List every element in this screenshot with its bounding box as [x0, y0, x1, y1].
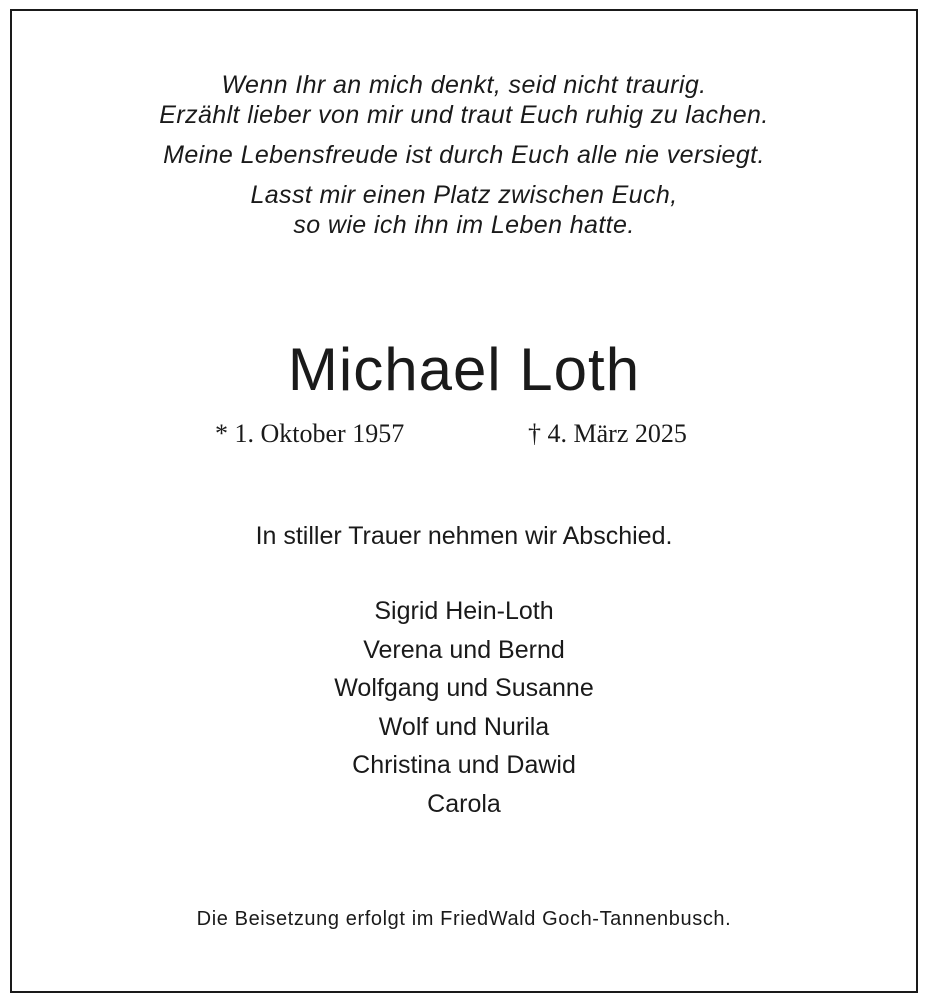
mourner-entry: Christina und Dawid	[352, 751, 576, 779]
mourners-list	[0, 592, 928, 823]
poem-stanza	[0, 140, 928, 170]
poem-line: Meine Lebensfreude ist durch Euch alle nie versiegt.	[163, 141, 765, 169]
poem-stanza	[0, 180, 928, 240]
birth-date: * 1. Oktober 1957	[215, 419, 405, 448]
farewell-line: In stiller Trauer nehmen wir Abschied.	[255, 522, 673, 550]
poem-line: Lasst mir einen Platz zwischen Euch,	[250, 181, 678, 209]
mourner-entry: Carola	[427, 789, 501, 818]
mourner-entry: Verena und Bernd	[363, 635, 565, 664]
poem	[0, 70, 928, 250]
death-date: † 4. März 2025	[528, 419, 687, 448]
poem-line: Wenn Ihr an mich denkt, seid nicht traurig.	[221, 71, 707, 99]
deceased-name: Michael Loth	[287, 336, 641, 403]
poem-line: Erzählt lieber von mir und traut Euch ruhig zu lachen.	[159, 101, 769, 129]
mourner-entry: Sigrid Hein-Loth	[374, 597, 554, 625]
mourner-entry: Wolfgang und Susanne	[334, 674, 594, 702]
burial-note: Die Beisetzung erfolgt im FriedWald Goch-Tannenbusch.	[196, 908, 732, 930]
mourner-entry: Wolf und Nurila	[378, 712, 550, 741]
poem-line: so wie ich ihn im Leben hatte.	[293, 211, 635, 239]
poem-stanza	[0, 70, 928, 130]
